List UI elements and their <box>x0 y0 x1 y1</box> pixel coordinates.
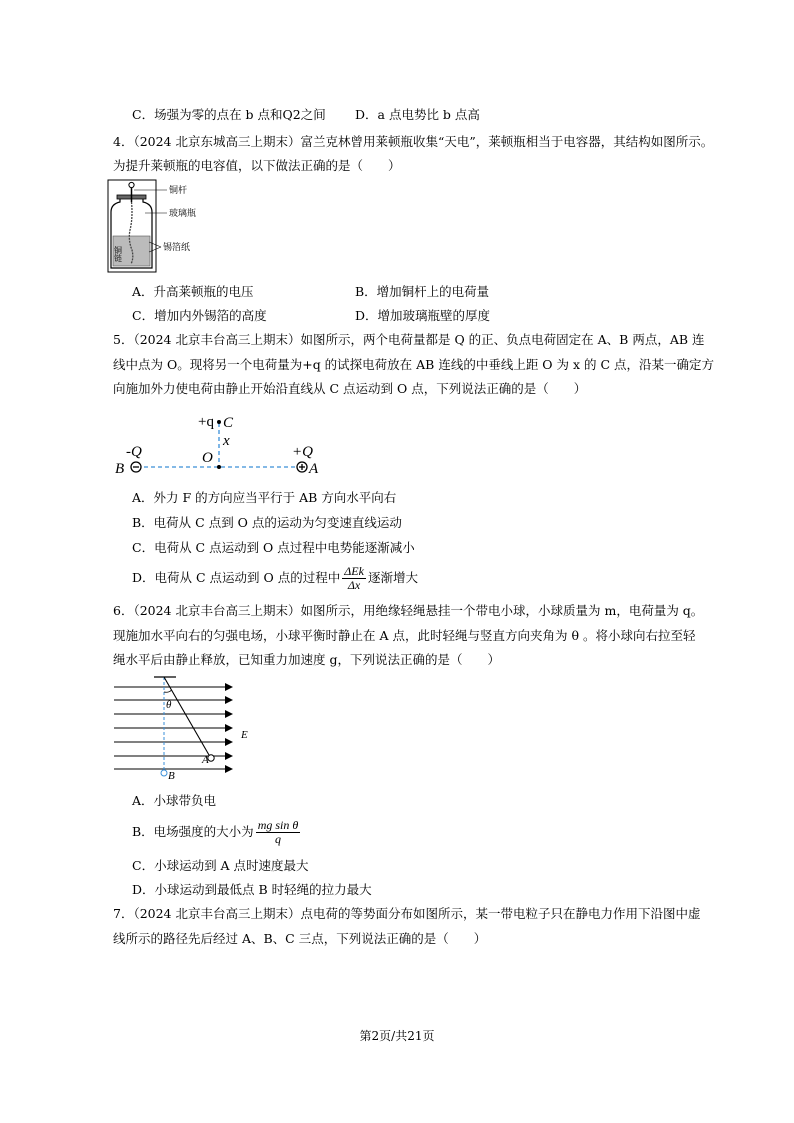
q4-option-b: B．增加铜杆上的电荷量 <box>355 284 490 299</box>
label-foil: 锡箔纸 <box>163 243 191 253</box>
q7-stem-line1: 7．（2024 北京丰台高三上期末）点电荷的等势面分布如图所示，某一带电粒子只在静电力作用下沿图中虚 <box>113 906 701 921</box>
q6-option-a: A．小球带负电 <box>132 793 217 808</box>
q5-stem-line3: 向施加外力使电荷由静止开始沿直线从 C 点运动到 O 点，下列说法正确的是（ ） <box>113 381 587 396</box>
q5-option-d-post: 逐渐增大 <box>367 570 418 585</box>
q5-option-d <box>132 563 418 593</box>
q3-option-c: C．场强为零的点在 b 点和Q2之间 <box>132 107 326 122</box>
label-minus-q: -Q <box>126 444 142 460</box>
q5-option-a: A．外力 F 的方向应当平行于 AB 方向水平向右 <box>132 490 397 505</box>
fraction-denominator: q <box>274 832 281 846</box>
q6-stem-line2: 现施加水平向右的匀强电场，小球平衡时静止在 A 点，此时轻绳与竖直方向夹角为 θ 。将小球向右拉至轻 <box>113 628 696 643</box>
label-rod: 铜杆 <box>169 186 188 196</box>
label-plus-q: +q <box>198 414 214 430</box>
q6-stem-line1: 6．（2024 北京丰台高三上期末）如图所示，用绝缘轻绳悬挂一个带电小球，小球质量为 m，电荷量为 q。 <box>113 603 704 618</box>
q4-stem-line2: 为提升莱顿瓶的电容值，以下做法正确的是（ ） <box>113 158 401 173</box>
label-a: A <box>309 461 319 477</box>
label-plus-big-q: +Q <box>292 444 313 460</box>
fraction-denominator: Δx <box>347 578 361 592</box>
q4-option-a: A．升高莱顿瓶的电压 <box>132 284 254 299</box>
q5-option-d-fraction <box>342 565 366 592</box>
q6-stem-line3: 绳水平后由静止释放，已知重力加速度 g，下列说法正确的是（ ） <box>113 652 500 667</box>
q5-option-c: C．电荷从 C 点运动到 O 点过程中电势能逐渐减小 <box>132 540 415 555</box>
label-e: E <box>241 729 248 741</box>
leyden-jar-figure <box>105 178 235 276</box>
q4-stem-line1: 4．（2024 北京东城高三上期末）富兰克林曾用莱顿瓶收集“天电”，莱顿瓶相当于电容器，其结构如图所示。 <box>113 134 714 149</box>
label-b: B <box>168 770 175 782</box>
q3-option-d: D．a 点电势比 b 点高 <box>355 107 480 122</box>
label-chain: 铜链 <box>113 246 123 262</box>
label-b: B <box>115 461 125 477</box>
charges-figure <box>110 405 340 480</box>
label-a: A <box>202 754 209 766</box>
q5-stem-line2: 线中点为 O。现将另一个电荷量为+q 的试探电荷放在 AB 连线的中垂线上距 O 为 x 的 C 点，沿某一确定方 <box>113 357 715 372</box>
pendulum-field-figure <box>110 674 260 784</box>
q5-option-b: B．电荷从 C 点到 O 点的运动为匀变速直线运动 <box>132 515 402 530</box>
q6-option-d: D．小球运动到最低点 B 时轻绳的拉力最大 <box>132 882 372 897</box>
q6-option-b-pre: B．电场强度的大小为 <box>132 824 254 839</box>
q6-option-c: C．小球运动到 A 点时速度最大 <box>132 858 309 873</box>
q6-option-b <box>132 816 302 848</box>
q6-option-b-fraction <box>256 819 301 846</box>
q4-option-c: C．增加内外锡箔的高度 <box>132 308 267 323</box>
label-c: C <box>223 415 234 431</box>
label-theta: θ <box>166 699 172 711</box>
label-bottle: 玻璃瓶 <box>169 209 197 219</box>
fraction-numerator: mg sin θ <box>257 818 299 832</box>
fraction-numerator: ΔEk <box>344 564 364 578</box>
q5-option-d-pre: D．电荷从 C 点运动到 O 点的过程中 <box>132 570 341 585</box>
page-footer: 第2页/共21页 <box>359 1029 435 1043</box>
q7-stem-line2: 线所示的路径先后经过 A、B、C 三点，下列说法正确的是（ ） <box>113 931 487 946</box>
q5-stem-line1: 5．（2024 北京丰台高三上期末）如图所示，两个电荷量都是 Q 的正、负点电荷固定在 A、B 两点，AB 连 <box>113 332 705 347</box>
q4-option-d: D．增加玻璃瓶壁的厚度 <box>355 308 491 323</box>
label-o: O <box>202 450 213 466</box>
label-x: x <box>223 433 230 449</box>
